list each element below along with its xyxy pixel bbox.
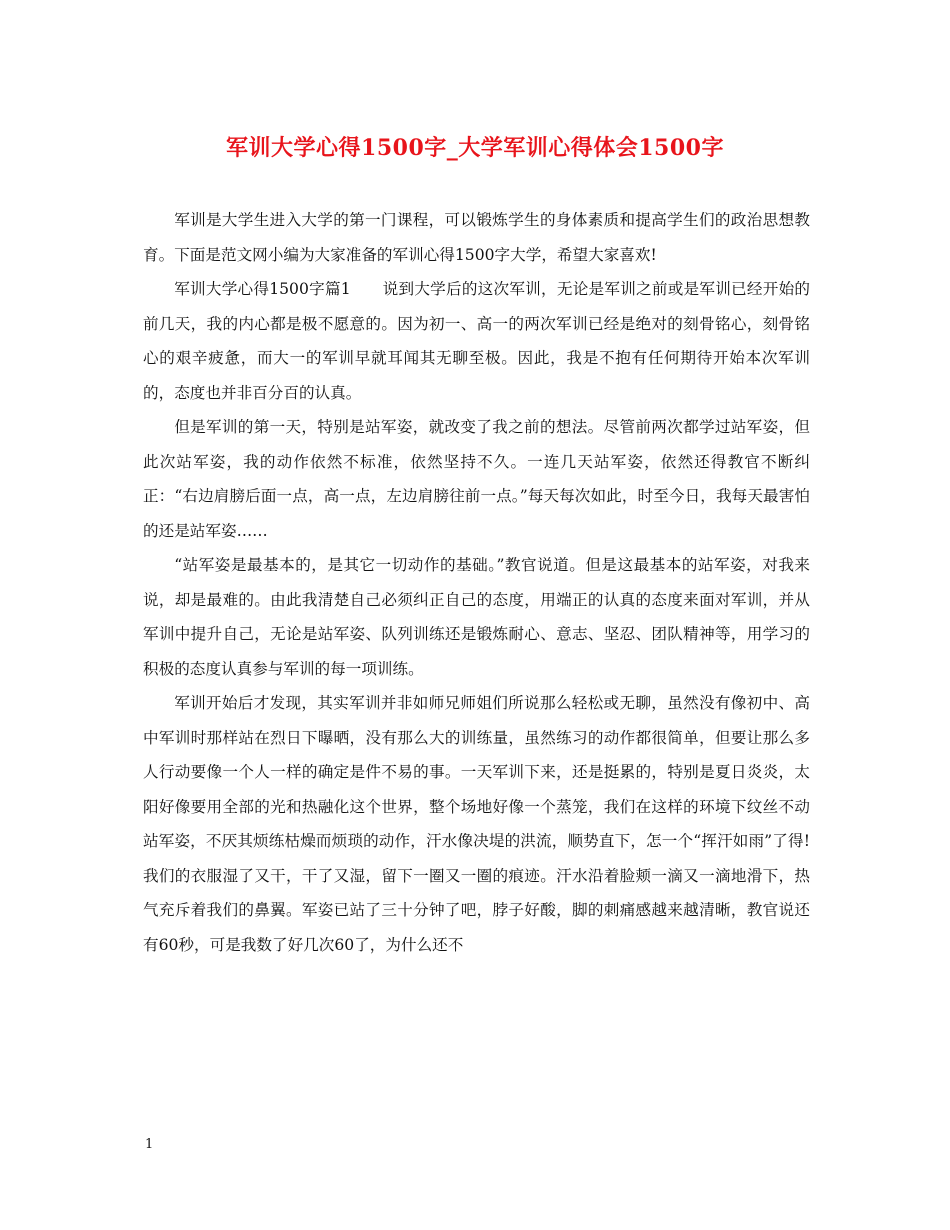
paragraph: 军训开始后才发现，其实军训并非如师兄师姐们所说那么轻松或无聊，虽然没有像初中、高中军训时那样站在烈日下曝晒，没有那么大的训练量，虽然练习的动作都很简单，但要让那么多人行动要像一个人一样的确定是件不易的事。一天军训下来，还是挺累的，特别是夏日炎炎，太阳好像要用全部的光和热融化这个世界，整个场地好像一个蒸笼，我们在这样的环境下纹丝不动站军姿，不厌其烦练枯燥而烦琐的动作，汗水像决堤的洪流，顺势直下，怎一个“挥汗如雨”了得!我们的衣服湿了又干，干了又湿，留下一圈又一圈的痕迹。汗水沿着脸颊一滴又一滴地滑下，热气充斥着我们的鼻翼。军姿已站了三十分钟了吧，脖子好酸，脚的刺痛感越来越清晰，教官说还有60秒，可是我数了好几次60了，为什么还不 [143, 694, 810, 954]
paragraph: “站军姿是最基本的，是其它一切动作的基础。”教官说道。但是这最基本的站军姿，对我来说，却是最难的。由此我清楚自己必须纠正自己的态度，用端正的认真的态度来面对军训，并从军训中提升自己，无论是站军姿、队列训练还是锻炼耐心、意志、坚忍、团队精神等，用学习的积极的态度认真参与军训的每一项训练。 [143, 556, 810, 678]
document-body [143, 203, 810, 962]
paragraph: 军训是大学生进入大学的第一门课程，可以锻炼学生的身体素质和提高学生们的政治思想教育。下面是范文网小编为大家准备的军训心得1500字大学，希望大家喜欢! [143, 211, 810, 264]
paragraph: 但是军训的第一天，特别是站军姿，就改变了我之前的想法。尽管前两次都学过站军姿，但此次站军姿，我的动作依然不标准，依然坚持不久。一连几天站军姿，依然还得教官不断纠正：“右边肩膀后面一点，高一点，左边肩膀往前一点。”每天每次如此，时至今日，我每天最害怕的还是站军姿…… [143, 418, 810, 540]
document-title: 军训大学心得1500字_大学军训心得体会1500字 [226, 135, 724, 161]
page-number: 1 [145, 1137, 154, 1152]
paragraph: 军训大学心得1500字篇1 说到大学后的这次军训，无论是军训之前或是军训已经开始的前几天，我的内心都是极不愿意的。因为初一、高一的两次军训已经是绝对的刻骨铭心，刻骨铭心的艰辛疲惫，而大一的军训早就耳闻其无聊至极。因此，我是不抱有任何期待开始本次军训的，态度也并非百分百的认真。 [143, 280, 810, 402]
